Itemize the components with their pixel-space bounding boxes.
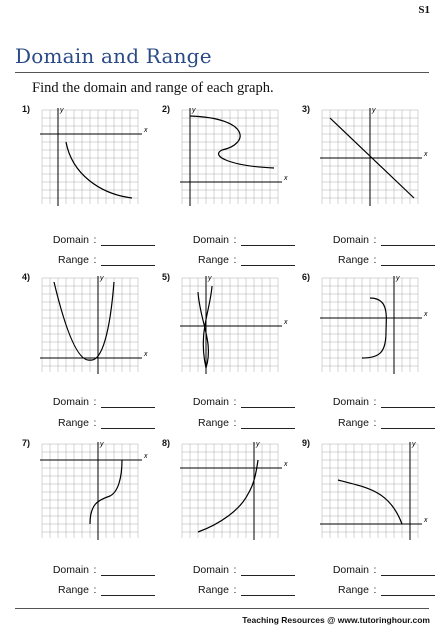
range-label: Range (198, 254, 229, 266)
domain-label: Domain (52, 234, 89, 246)
domain-row (187, 564, 295, 576)
domain-row (47, 396, 155, 408)
domain-row (187, 396, 295, 408)
svg-text:x: x (144, 127, 148, 134)
range-row (47, 584, 155, 596)
svg-text:y: y (208, 275, 212, 282)
problem-number: 2) (162, 104, 171, 114)
domain-answer-blank[interactable] (381, 565, 435, 576)
colon: : (233, 254, 237, 266)
colon: : (373, 417, 377, 429)
domain-answer-blank[interactable] (101, 565, 155, 576)
svg-text:x: x (424, 151, 428, 158)
domain-answer-blank[interactable] (241, 397, 295, 408)
problem-number: 8) (162, 438, 171, 448)
domain-row (47, 234, 155, 246)
range-row (327, 417, 435, 429)
graph-7 (30, 438, 150, 543)
domain-row (327, 234, 435, 246)
colon: : (233, 234, 237, 246)
domain-label: Domain (332, 564, 369, 576)
domain-answer-blank[interactable] (241, 235, 295, 246)
svg-text:x: x (284, 319, 288, 326)
svg-text:y: y (192, 107, 196, 114)
colon: : (233, 564, 237, 576)
problem-number: 6) (302, 272, 311, 282)
colon: : (233, 396, 237, 408)
domain-label: Domain (52, 564, 89, 576)
graph-4 (30, 272, 150, 377)
colon: : (93, 564, 97, 576)
domain-row (47, 564, 155, 576)
graph-9 (310, 438, 430, 543)
range-label: Range (58, 254, 89, 266)
domain-label: Domain (332, 234, 369, 246)
svg-text:x: x (284, 461, 288, 468)
range-answer-blank[interactable] (381, 255, 435, 266)
range-answer-blank[interactable] (101, 255, 155, 266)
page-title: Domain and Range (15, 44, 212, 68)
range-answer-blank[interactable] (381, 418, 435, 429)
svg-text:x: x (144, 351, 148, 358)
range-label: Range (338, 584, 369, 596)
svg-text:y: y (100, 441, 104, 448)
domain-label: Domain (52, 396, 89, 408)
range-answer-blank[interactable] (381, 585, 435, 596)
range-row (47, 254, 155, 266)
range-label: Range (58, 584, 89, 596)
graph-2 (170, 104, 290, 209)
svg-text:x: x (424, 517, 428, 524)
graph-8 (170, 438, 290, 543)
graph-6 (310, 272, 430, 377)
range-label: Range (198, 584, 229, 596)
colon: : (93, 234, 97, 246)
graph-1 (30, 104, 150, 209)
svg-text:x: x (284, 175, 288, 182)
domain-answer-blank[interactable] (101, 235, 155, 246)
svg-text:y: y (60, 107, 64, 114)
range-label: Range (198, 417, 229, 429)
range-label: Range (338, 417, 369, 429)
footer-divider (15, 608, 429, 609)
domain-label: Domain (192, 234, 229, 246)
problem-number: 1) (22, 104, 31, 114)
colon: : (93, 254, 97, 266)
range-row (327, 584, 435, 596)
range-label: Range (338, 254, 369, 266)
range-row (47, 417, 155, 429)
range-answer-blank[interactable] (241, 255, 295, 266)
svg-text:y: y (412, 441, 416, 448)
colon: : (233, 584, 237, 596)
colon: : (373, 234, 377, 246)
problem-number: 3) (302, 104, 311, 114)
svg-text:y: y (396, 275, 400, 282)
range-row (187, 254, 295, 266)
colon: : (373, 254, 377, 266)
domain-label: Domain (192, 396, 229, 408)
range-row (327, 254, 435, 266)
svg-text:x: x (144, 453, 148, 460)
problem-number: 7) (22, 438, 31, 448)
svg-text:y: y (100, 275, 104, 282)
domain-answer-blank[interactable] (381, 397, 435, 408)
problem-number: 5) (162, 272, 171, 282)
instructions: Find the domain and range of each graph. (32, 80, 274, 96)
domain-answer-blank[interactable] (101, 397, 155, 408)
domain-label: Domain (192, 564, 229, 576)
range-answer-blank[interactable] (101, 585, 155, 596)
range-label: Range (58, 417, 89, 429)
colon: : (373, 396, 377, 408)
range-row (187, 417, 295, 429)
graph-3 (310, 104, 430, 209)
graph-5 (170, 272, 290, 377)
domain-answer-blank[interactable] (381, 235, 435, 246)
domain-answer-blank[interactable] (241, 565, 295, 576)
range-answer-blank[interactable] (241, 418, 295, 429)
colon: : (373, 564, 377, 576)
colon: : (373, 584, 377, 596)
title-divider (15, 72, 429, 73)
colon: : (93, 417, 97, 429)
domain-row (327, 396, 435, 408)
range-answer-blank[interactable] (241, 585, 295, 596)
colon: : (93, 584, 97, 596)
colon: : (233, 417, 237, 429)
svg-text:y: y (372, 107, 376, 114)
sheet-code: S1 (418, 4, 430, 16)
domain-row (327, 564, 435, 576)
svg-text:x: x (424, 311, 428, 318)
problem-number: 9) (302, 438, 311, 448)
problem-number: 4) (22, 272, 31, 282)
domain-row (187, 234, 295, 246)
range-answer-blank[interactable] (101, 418, 155, 429)
range-row (187, 584, 295, 596)
svg-text:y: y (256, 441, 260, 448)
footer-credit: Teaching Resources @ www.tutoringhour.com (242, 615, 430, 625)
domain-label: Domain (332, 396, 369, 408)
colon: : (93, 396, 97, 408)
